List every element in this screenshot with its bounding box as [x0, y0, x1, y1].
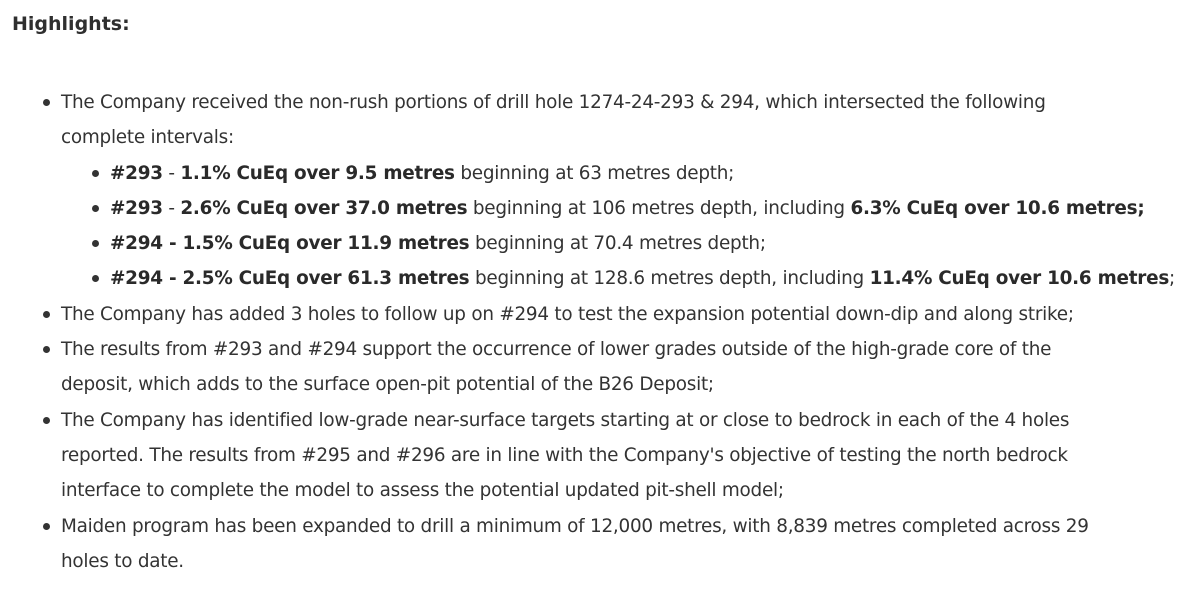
list-item-text: Maiden program has been expanded to drill a minimum of 12,000 metres, with 8,839 metres completed across 29: [61, 515, 1089, 537]
sublist-item-294-b: [61, 261, 1190, 296]
sublist-item-294-a: [61, 226, 1190, 261]
interval-detail: beginning at 70.4 metres depth;: [469, 233, 766, 255]
included-interval-grade: 11.4% CuEq over 10.6 metres: [869, 268, 1170, 290]
list-item-text: The results from #293 and #294 support the occurrence of lower grades outside of the high-grade core of the: [61, 339, 1052, 361]
separator: -: [162, 162, 181, 184]
hole-number: #293: [110, 197, 163, 219]
list-item-follow-up-holes: [0, 297, 1190, 332]
interval-grade: 2.6% CuEq over 37.0 metres: [180, 197, 468, 219]
list-item-results-support: [0, 332, 1190, 403]
list-item-text: deposit, which adds to the surface open-pit potential of the B26 Deposit;: [61, 374, 714, 396]
list-item-near-surface-targets: [0, 403, 1190, 509]
intervals-sublist: [61, 156, 1190, 297]
list-item-maiden-program: [0, 509, 1190, 580]
interval-detail: beginning at 106 metres depth, including: [467, 197, 851, 219]
sublist-item-293-b: [61, 191, 1190, 226]
list-item-text: The Company has identified low-grade near-surface targets starting at or close to bedrock in each of the 4 holes: [61, 409, 1070, 431]
interval-grade: 1.1% CuEq over 9.5 metres: [180, 162, 455, 184]
sublist-item-293-a: [61, 156, 1190, 191]
list-item-text: interface to complete the model to assess the potential updated pit-shell model;: [61, 480, 784, 502]
list-item-drill-results: [0, 85, 1190, 297]
interval-grade: #294 - 1.5% CuEq over 11.9 metres: [110, 233, 470, 255]
list-item-text: holes to date.: [61, 550, 184, 572]
included-interval-grade: 6.3% CuEq over 10.6 metres;: [850, 197, 1145, 219]
interval-detail: beginning at 63 metres depth;: [454, 162, 735, 184]
hole-number: #293: [110, 162, 163, 184]
list-item-text: complete intervals:: [61, 127, 234, 149]
interval-detail: beginning at 128.6 metres depth, including: [469, 268, 870, 290]
highlights-list: [0, 85, 1190, 579]
interval-end: ;: [1169, 268, 1175, 290]
list-item-text: reported. The results from #295 and #296 are in line with the Company's objective of testing the north bedrock: [61, 444, 1068, 466]
list-item-text: The Company has added 3 holes to follow up on #294 to test the expansion potential down-dip and along strike;: [61, 303, 1074, 325]
list-item-text: The Company received the non-rush portions of drill hole 1274-24-293 & 294, which intersected the following: [61, 92, 1046, 113]
interval-grade: #294 - 2.5% CuEq over 61.3 metres: [110, 268, 470, 290]
highlights-heading: Highlights:: [12, 13, 130, 35]
separator: -: [162, 197, 181, 219]
